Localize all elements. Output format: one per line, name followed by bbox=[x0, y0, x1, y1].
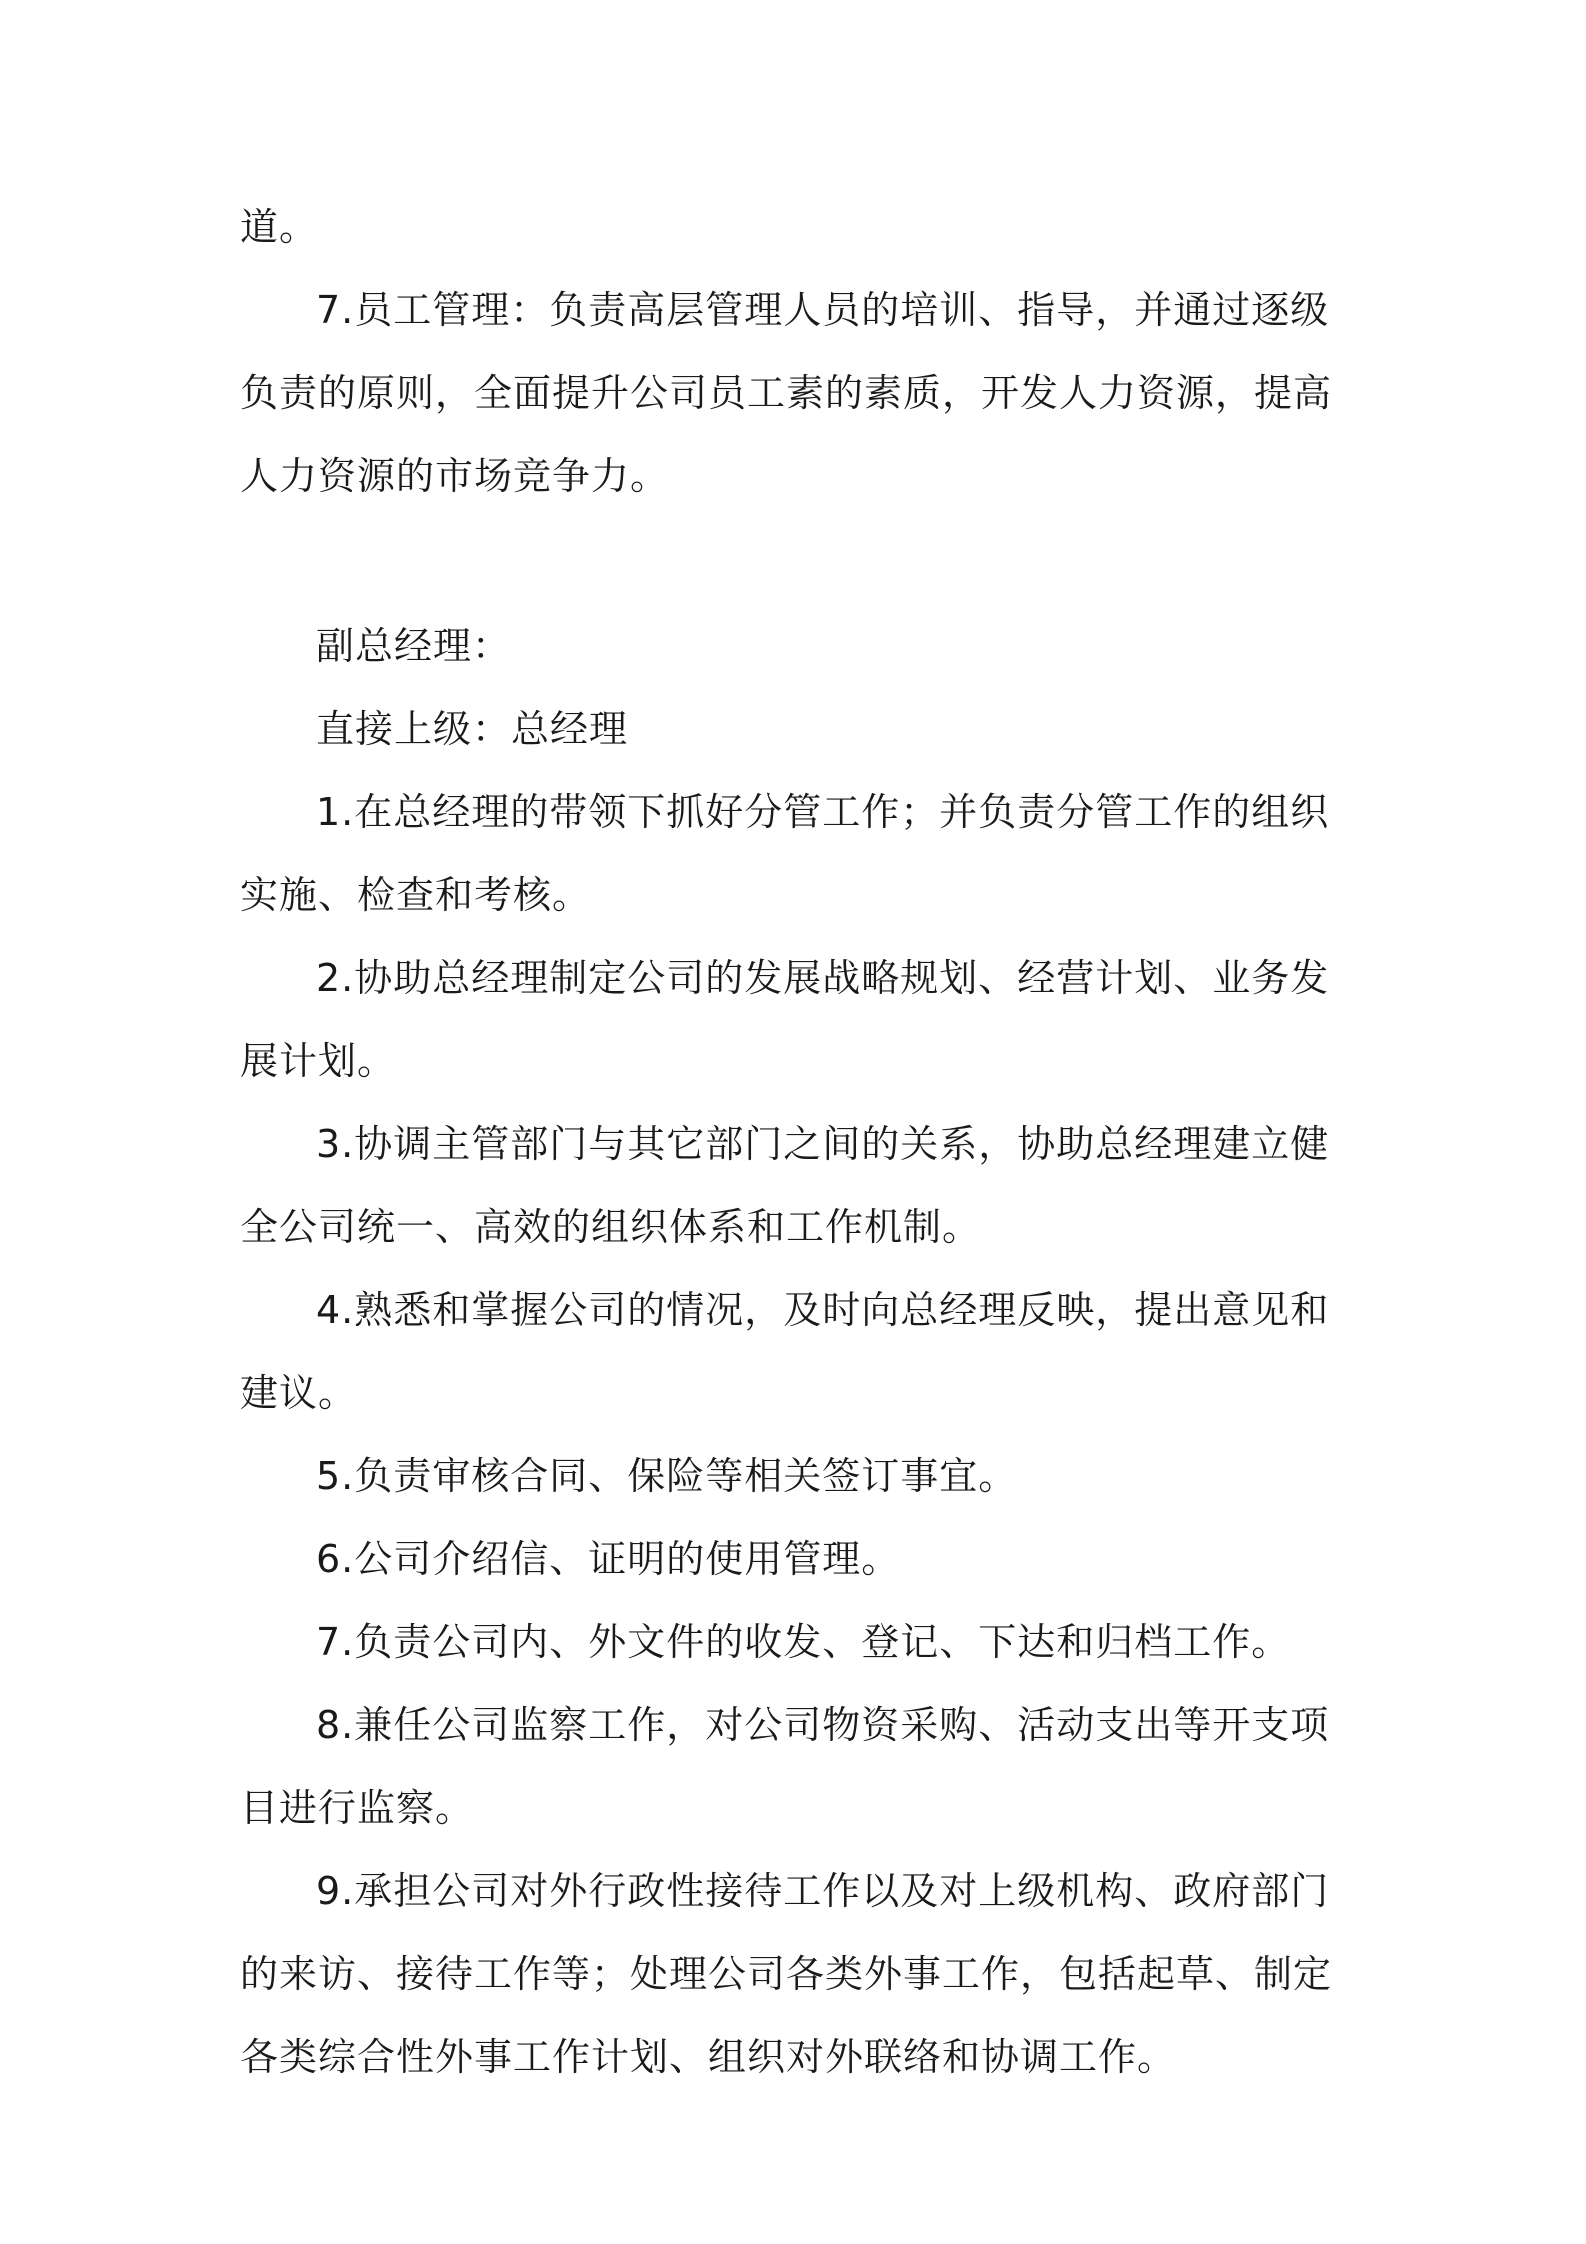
general-manager-continuation bbox=[240, 186, 1350, 518]
duty-item-7: 7.负责公司内、外文件的收发、登记、下达和归档工作。 bbox=[316, 1620, 1291, 1664]
duty-item-8: 8.兼任公司监察工作，对公司物资采购、活动支出等开支项目进行监察。 bbox=[240, 1703, 1330, 1830]
direct-superior: 直接上级：总经理 bbox=[316, 707, 629, 751]
gm-item-7: 7.员工管理：负责高层管理人员的培训、指导，并通过逐级负责的原则，全面提升公司员工素的素质，开发人力资源，提高人力资源的市场竞争力。 bbox=[240, 288, 1333, 498]
continuation-text: 道。 bbox=[240, 205, 319, 249]
duty-item-2: 2.协助总经理制定公司的发展战略规划、经营计划、业务发展计划。 bbox=[240, 956, 1330, 1083]
duty-item-9: 9.承担公司对外行政性接待工作以及对上级机构、政府部门的来访、接待工作等；处理公司各类外事工作，包括起草、制定各类综合性外事工作计划、组织对外联络和协调工作。 bbox=[240, 1869, 1333, 2079]
duty-item-5: 5.负责审核合同、保险等相关签订事宜。 bbox=[316, 1454, 1018, 1498]
duty-item-3: 3.协调主管部门与其它部门之间的关系，协助总经理建立健全公司统一、高效的组织体系和工作机制。 bbox=[240, 1122, 1330, 1249]
duty-item-1: 1.在总经理的带领下抓好分管工作；并负责分管工作的组织实施、检查和考核。 bbox=[240, 790, 1330, 917]
duty-item-4: 4.熟悉和掌握公司的情况，及时向总经理反映，提出意见和建议。 bbox=[240, 1288, 1330, 1415]
duty-item-6: 6.公司介绍信、证明的使用管理。 bbox=[316, 1537, 901, 1581]
section-title: 副总经理： bbox=[316, 624, 512, 668]
deputy-general-manager-section bbox=[240, 605, 1350, 2099]
